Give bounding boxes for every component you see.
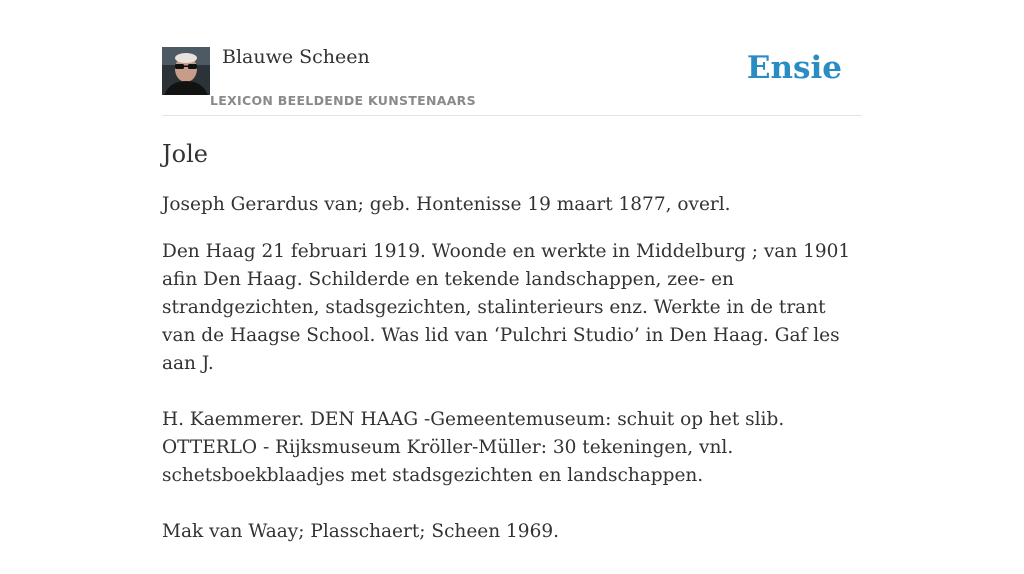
article-title: Jole <box>162 140 208 168</box>
publication-name[interactable]: LEXICON BEELDENDE KUNSTENAARS <box>210 93 476 108</box>
avatar-portrait <box>162 47 210 95</box>
author-name[interactable]: Blauwe Scheen <box>222 46 370 68</box>
article-paragraph: Mak van Waay; Plasschaert; Scheen 1969. <box>162 521 560 542</box>
article-paragraph: Den Haag 21 februari 1919. Woonde en werkte in Middelburg ; van 1901 afin Den Haag. Schilderde en tekende landschappen, zee- en strandgezichten, stadsgezichten, stalinterieurs enz. Werkte in de trant van de Haagse School. Was lid van ‘Pulchri Studio’ in Den Haag. Gaf les aan J. <box>162 241 851 374</box>
article-intro: Joseph Gerardus van; geb. Hontenisse 19 maart 1877, overl. <box>162 194 731 215</box>
ensie-logo[interactable]: Ensie <box>746 50 842 86</box>
author-avatar[interactable] <box>162 47 210 95</box>
article-paragraph: H. Kaemmerer. DEN HAAG -Gemeentemuseum: schuit op het slib. OTTERLO - Rijksmuseum Kröller-Müller: 30 tekeningen, vnl. schetsboekblaadjes met stadsgezichten en landschappen. <box>162 409 785 486</box>
header <box>162 0 862 116</box>
article <box>162 138 862 574</box>
article-body <box>162 238 862 546</box>
